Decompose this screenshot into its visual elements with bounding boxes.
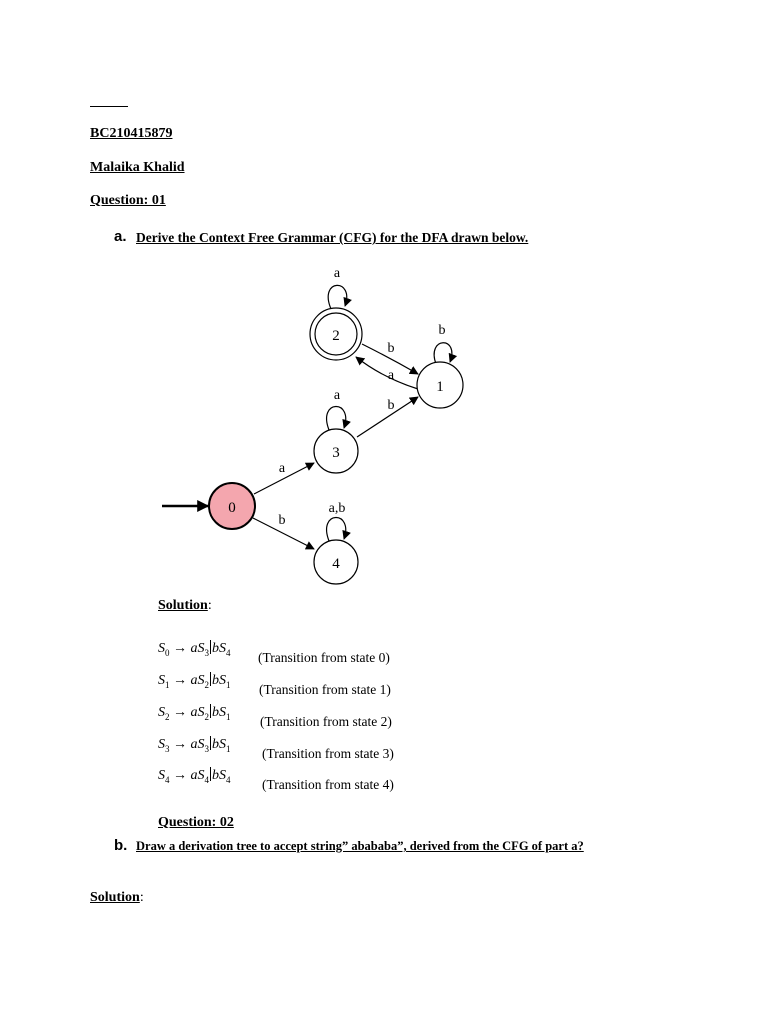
production-2: $S_2 \to aS_2$ $bS_1$ bbox=[158, 705, 231, 722]
edge-0-3-label: a bbox=[278, 461, 286, 476]
solution-label: Solution bbox=[158, 598, 208, 613]
question2-text: Draw a derivation tree to accept string” abababa”, derived from the CFG of part a? bbox=[136, 839, 584, 853]
question2-heading: Question: 02 bbox=[158, 815, 234, 830]
question1-heading: Question: 01 bbox=[90, 193, 166, 208]
edge-2-1-label: b bbox=[387, 341, 395, 356]
production-note-4: (Transition from state 4) bbox=[262, 777, 394, 792]
production-note-2: (Transition from state 2) bbox=[260, 714, 392, 729]
solution2-heading: Solution: bbox=[90, 890, 144, 905]
loop-4 bbox=[327, 517, 346, 541]
state-4-label: 4 bbox=[332, 556, 340, 572]
production-4: $S_4 \to aS_4$ $bS_4$ bbox=[158, 768, 231, 785]
loop-3 bbox=[327, 406, 346, 430]
production-note-3: (Transition from state 3) bbox=[262, 746, 394, 761]
edge-1-2-label: a bbox=[387, 368, 395, 383]
state-1-label: 1 bbox=[436, 379, 444, 395]
part-a-label: a. bbox=[114, 228, 127, 245]
production-0: $S_0 \to aS_3$ $bS_4$ bbox=[158, 641, 231, 658]
solution2-label: Solution bbox=[90, 890, 140, 905]
part-b-label: b. bbox=[114, 837, 128, 854]
student-id: BC210415879 bbox=[90, 126, 173, 141]
production-1: $S_1 \to aS_2$ $bS_1$ bbox=[158, 673, 231, 690]
state-0-label: 0 bbox=[228, 500, 236, 516]
loop-2-label: a bbox=[333, 266, 341, 281]
loop-2 bbox=[328, 285, 347, 309]
edge-0-4-label: b bbox=[278, 513, 286, 528]
production-note-1: (Transition from state 1) bbox=[259, 682, 391, 697]
state-3-label: 3 bbox=[332, 445, 340, 461]
loop-4-label: a,b bbox=[328, 501, 346, 516]
student-name: Malaika Khalid bbox=[90, 160, 185, 175]
loop-3-label: a bbox=[333, 388, 341, 403]
question1-text: Derive the Context Free Grammar (CFG) for the DFA drawn below. bbox=[136, 230, 529, 245]
solution-heading: Solution: bbox=[158, 598, 212, 613]
edge-3-1-label: b bbox=[387, 398, 395, 413]
production-3: $S_3 \to aS_3$ $bS_1$ bbox=[158, 737, 231, 754]
state-2-label: 2 bbox=[332, 328, 340, 344]
production-note-0: (Transition from state 0) bbox=[258, 650, 390, 665]
loop-1-label: b bbox=[438, 323, 446, 338]
loop-1 bbox=[434, 343, 452, 364]
